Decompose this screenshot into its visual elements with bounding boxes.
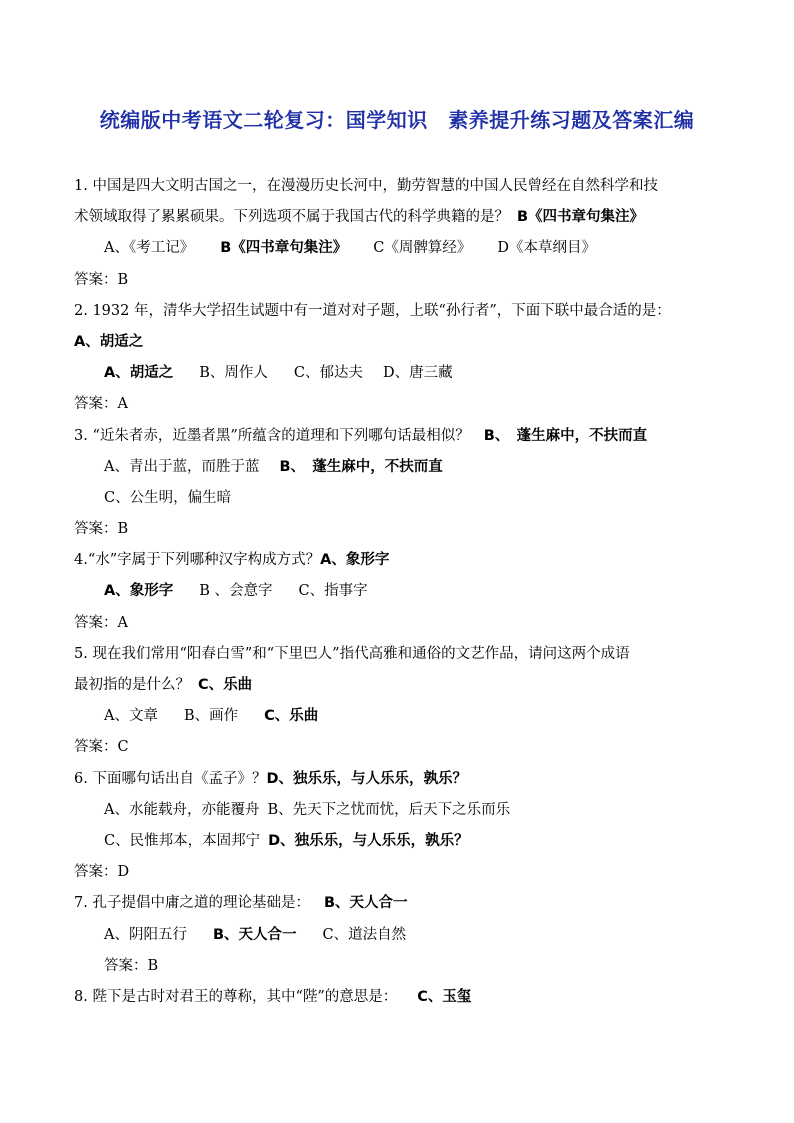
q5-stem-text: 最初指的是什么？ [74,677,190,693]
q6-options-row2 [74,826,734,857]
q4-inline-answer: A、象形字 [320,552,390,569]
q7-answer: 答案：B [104,957,159,974]
q6-answer: 答案：D [74,864,130,881]
q7-option-a: A、阴阳五行 [104,926,187,943]
q1-stem-line1: 1. 中国是四大文明古国之一，在漫漫历史长河中，勤劳智慧的中国人民曾经在自然科学和技 [74,178,658,194]
q8-inline-answer: C、玉玺 [417,988,472,1005]
question-list [74,171,734,1013]
q3-stem-text: 3. “近朱者赤，近墨者黑”所蕴含的道理和下列哪句话最相似？ [74,427,470,444]
q5-option-a: A、文章 [104,708,158,725]
q5-option-b: B、画作 [183,708,239,725]
q2-option-d: D、唐三藏 [383,365,453,382]
q2-option-c: C、郁达夫 [293,365,363,382]
q3-answer: 答案：B [74,521,129,538]
q2-option-a: A、胡适之 [104,365,174,382]
q5-option-c: C、乐曲 [264,708,319,725]
q3-inline-answer: B、 蓬生麻中，不扶而直 [483,427,648,444]
q3-stem-line1 [74,421,734,452]
q6-stem-line1 [74,764,734,795]
q4-answer: 答案：A [74,614,128,631]
q1-inline-answer: B《四书章句集注》 [517,209,645,226]
q4-stem-line1 [74,545,734,576]
page-title: 统编版中考语文二轮复习：国学知识 素养提升练习题及答案汇编 [99,108,695,132]
q1-option-c: C《周髀算经》 [373,240,472,257]
q3-options-row1 [74,452,734,483]
q3-option-b: B、 蓬生麻中，不扶而直 [279,458,443,475]
q6-inline-answer: D、独乐乐，与人乐乐，孰乐？ [266,770,467,787]
q4-option-a: A、象形字 [104,583,174,600]
q2-answer: 答案：A [74,396,128,413]
q3-option-c: C、公生明，偏生暗 [104,489,232,506]
q6-options-row1 [74,795,734,826]
q6-option-c: C、民惟邦本，本固邦宁 [104,832,261,849]
q6-option-d: D、独乐乐，与人乐乐，孰乐？ [268,832,469,849]
q7-option-c: C、道法自然 [322,926,407,943]
q5-answer: 答案：C [74,739,129,756]
q1-options [74,233,734,264]
q7-inline-answer: B、天人合一 [323,895,408,912]
q2-option-b: B、周作人 [199,365,268,382]
q5-stem-line2 [74,670,734,701]
q5-stem-line1: 5. 现在我们常用“阳春白雪”和“下里巴人”指代高雅和通俗的文艺作品，请问这两个成语 [74,645,630,662]
q1-answer: 答案：B [74,271,129,288]
q5-inline-answer: C、乐曲 [198,677,253,693]
q7-option-b: B、天人合一 [212,926,297,943]
q1-option-b: B《四书章句集注》 [220,240,348,257]
q4-option-c: C、指事字 [298,583,368,600]
q2-options [74,358,734,389]
q2-stem-line1: 2. 1932 年，清华大学招生试题中有一道对对子题，上联“孙行者”，下面下联中最合适的是： [74,302,671,319]
q7-stem-text: 7. 孔子提倡中庸之道的理论基础是： [74,895,310,912]
q4-option-b: B 、会意字 [199,583,273,600]
q5-options [74,701,734,732]
q7-stem-line1 [74,888,734,919]
q8-stem-line1 [74,982,734,1013]
q4-stem-text: 4.“水”字属于下列哪种汉字构成方式？ [74,552,321,569]
q4-options [74,576,734,607]
q1-option-a: A、《考工记》 [104,240,195,257]
q3-options-row2 [74,483,734,514]
q6-option-a: A、水能载舟，亦能覆舟 [104,801,260,818]
q1-stem-line2 [74,202,734,233]
q1-option-d: D《本草纲目》 [497,240,597,257]
q2-inline-answer: A、胡适之 [74,333,144,350]
q1-stem-text: 术领域取得了累累硕果。下列选项不属于我国古代的科学典籍的是？ [74,209,509,226]
q7-options [74,920,734,951]
q3-option-a: A、青出于蓝，而胜于蓝 [104,458,260,475]
q8-stem-text: 8. 陛下是古时对君王的尊称，其中“陛”的意思是： [74,988,398,1005]
q6-option-b: B、先天下之忧而忧，后天下之乐而乐 [267,801,511,818]
q6-stem-text: 6. 下面哪句话出自《孟子》？ [74,770,267,787]
